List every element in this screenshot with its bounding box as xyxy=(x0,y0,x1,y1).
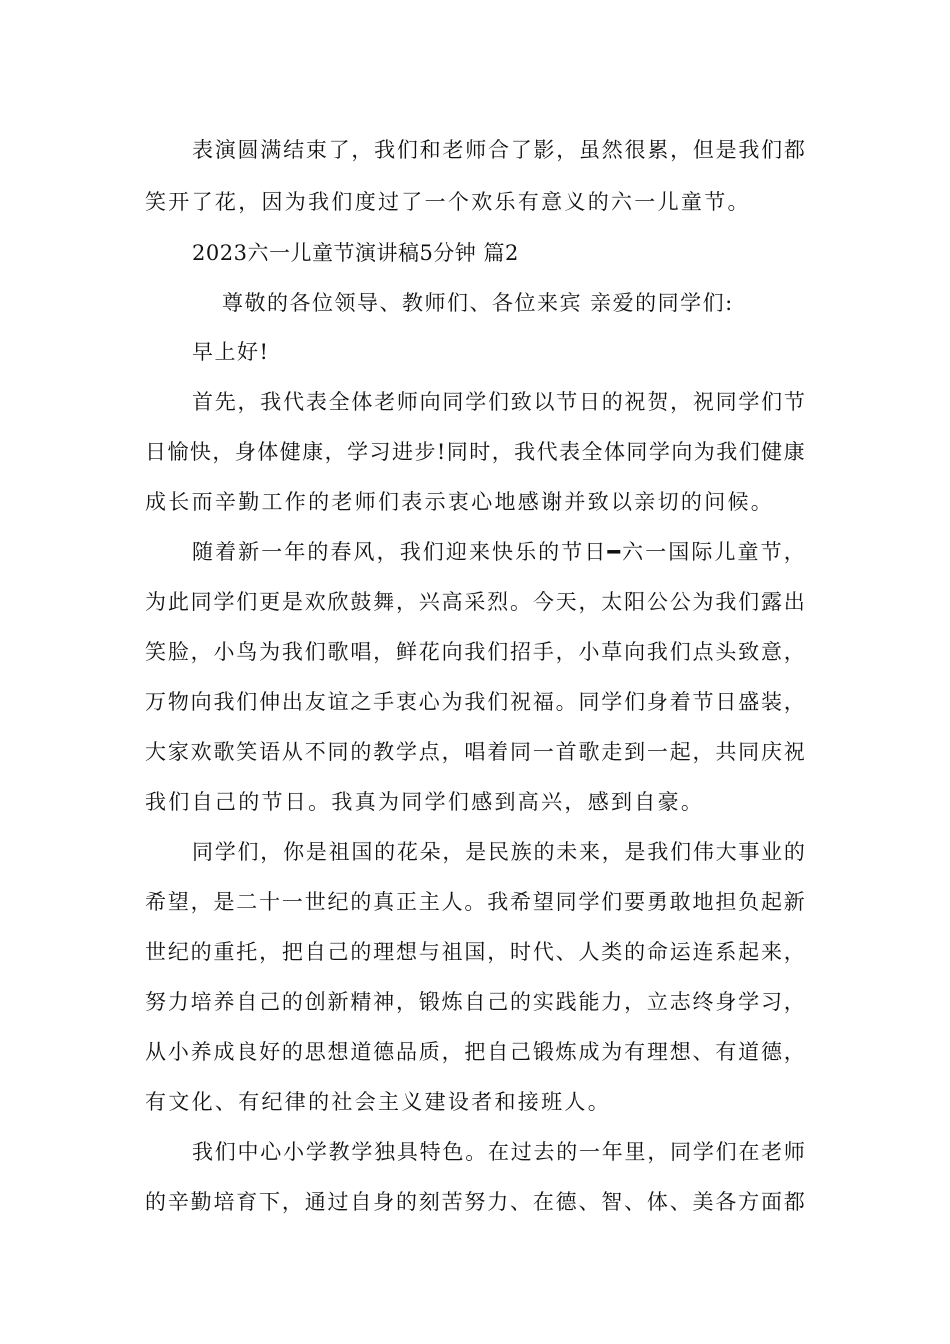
text-line: 成长而辛勤工作的老师们表示衷心地感谢并致以亲切的问候。 xyxy=(145,490,775,514)
text-line: 大 家 欢 歌 笑 语 从 不 同 的 教 学 点 ， 唱 着 同 一 首 歌 走 到 一 起 ， 共 同 庆 祝 xyxy=(145,740,805,764)
text-line: 世 纪 的 重 托 ， 把 自 己 的 理 想 与 祖 国 ， 时 代 、 人 类 的 命 运 连 系 起 来 ， xyxy=(145,940,805,964)
text-line: 努 力 培 养 自 己 的 创 新 精 神 ， 锻 炼 自 己 的 实 践 能 力 ， 立 志 终 身 学 习 ， xyxy=(145,990,805,1014)
text-line: 笑开了花，因为我们度过了一个欢乐有意义的六一儿童节。 xyxy=(145,190,751,214)
text-line: 我们自己的节日。我真为同学们感到高兴，感到自豪。 xyxy=(145,790,705,814)
text-line: 笑 脸 ， 小 鸟 为 我 们 歌 唱 ， 鲜 花 向 我 们 招 手 ， 小 草 向 我 们 点 头 致 意 ， xyxy=(145,640,805,664)
salutation: 尊敬的各位领导、教师们、各位来宾 亲爱的同学们: xyxy=(222,291,734,315)
text-line: 表 演 圆 满 结 束 了 ， 我 们 和 老 师 合 了 影 ， 虽 然 很 累 ， 但 是 我 们 都 xyxy=(192,138,805,162)
text-line: 希 望 ， 是 二 十 一 世 纪 的 真 正 主 人 。 我 希 望 同 学 们 要 勇 敢 地 担 负 起 新 xyxy=(145,890,805,914)
greeting: 早上好! xyxy=(192,340,270,364)
text-line: 我 们 中 心 小 学 教 学 独 具 特 色 。 在 过 去 的 一 年 里 ， 同 学 们 在 老 师 xyxy=(192,1140,805,1164)
section-heading: 2023六一儿童节演讲稿5分钟 篇2 xyxy=(192,241,519,265)
text-line: 万 物 向 我 们 伸 出 友 谊 之 手 衷 心 为 我 们 祝 福 。 同 学 们 身 着 节 日 盛 装 ， xyxy=(145,690,805,714)
text-line: 首 先 ， 我 代 表 全 体 老 师 向 同 学 们 致 以 节 日 的 祝 贺 ， 祝 同 学 们 节 xyxy=(192,390,805,414)
text-line: 的 辛 勤 培 育 下 ， 通 过 自 身 的 刻 苦 努 力 、 在 德 、 智 、 体 、 美 各 方 面 都 xyxy=(145,1190,805,1214)
text-line: 从 小 养 成 良 好 的 思 想 道 德 品 质 ， 把 自 己 锻 炼 成 为 有 理 想 、 有 道 德 ， xyxy=(145,1040,805,1064)
text-line: 随 着 新 一 年 的 春 风 ， 我 们 迎 来 快 乐 的 节 日 ━ 六 一 国 际 儿 童 节 ， xyxy=(192,540,805,564)
text-line: 同 学 们 ， 你 是 祖 国 的 花 朵 ， 是 民 族 的 未 来 ， 是 我 们 伟 大 事 业 的 xyxy=(192,840,805,864)
text-line: 为 此 同 学 们 更 是 欢 欣 鼓 舞 ， 兴 高 采 烈 。 今 天 ， 太 阳 公 公 为 我 们 露 出 xyxy=(145,590,805,614)
text-line: 有文化、有纪律的社会主义建设者和接班人。 xyxy=(145,1090,611,1114)
text-line: 日 愉 快 ， 身 体 健 康 ， 学 习 进 步 ! 同 时 ， 我 代 表 全 体 同 学 向 为 我 们 健 康 xyxy=(145,440,805,464)
